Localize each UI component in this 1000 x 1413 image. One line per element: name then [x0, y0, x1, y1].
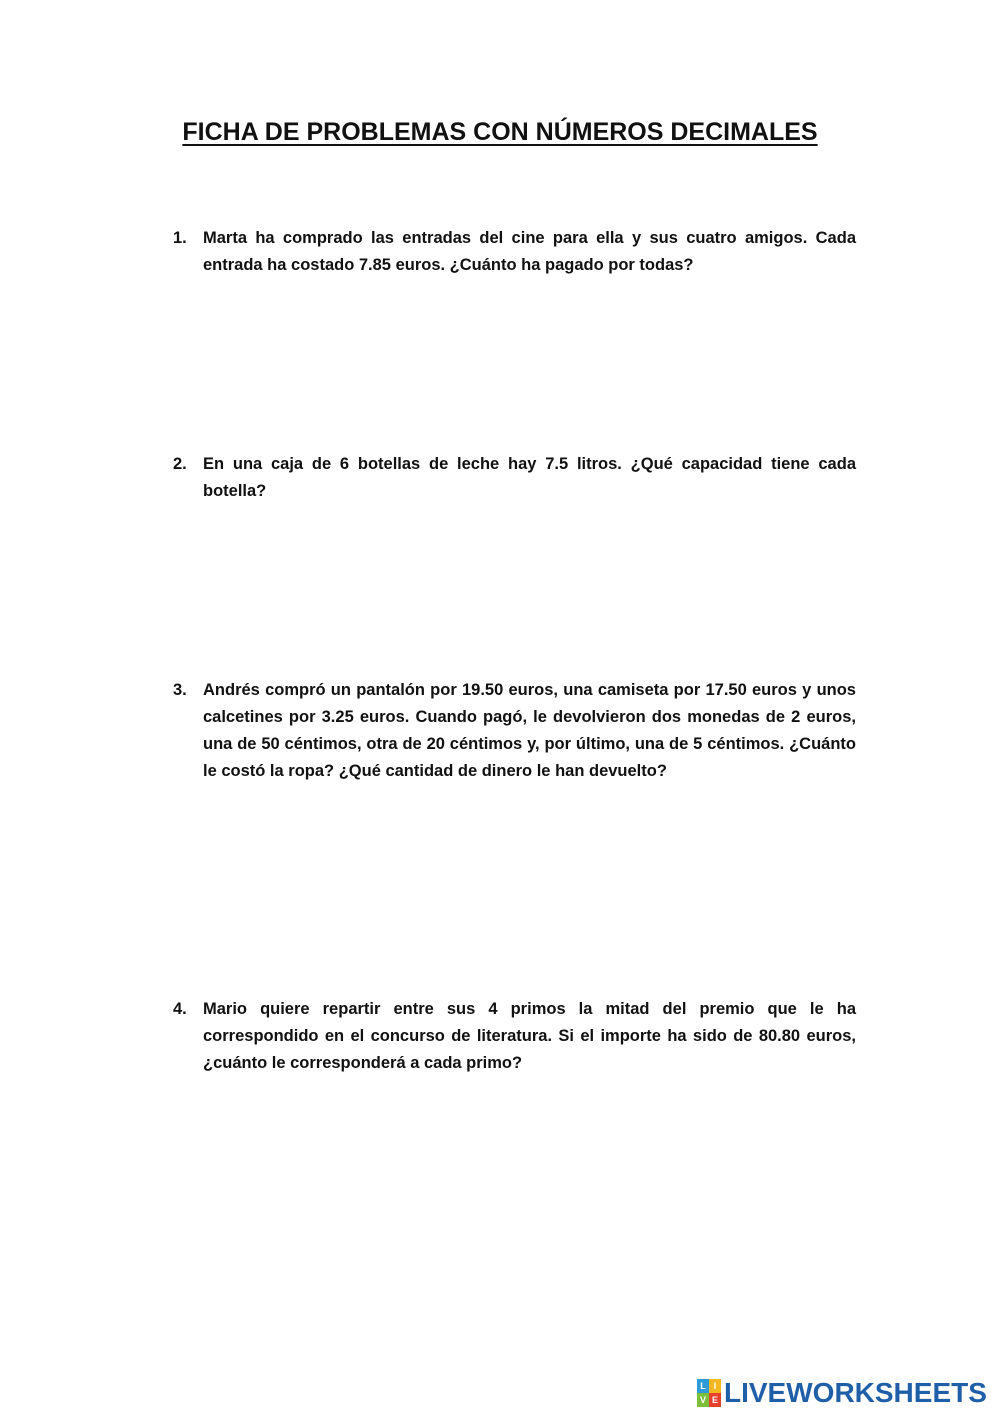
page-title: FICHA DE PROBLEMAS CON NÚMEROS DECIMALES	[182, 118, 818, 146]
problem-text: Andrés compró un pantalón por 19.50 euros, una camiseta por 17.50 euros y unos calcetines por 3.25 euros. Cuando pagó, le devolvieron dos monedas de 2 euros, una de 50 céntimos, otra de 20 céntimos y, por último, una de 5 céntimos. ¿Cuánto le costó la ropa? ¿Qué cantidad de dinero le han devuelto?	[203, 681, 856, 780]
logo-mark-letter: V	[697, 1393, 709, 1407]
problem-text: En una caja de 6 botellas de leche hay 7.5 litros. ¿Qué capacidad tiene cada botella?	[203, 455, 856, 500]
logo-mark-letter: I	[709, 1379, 721, 1393]
problem-number: 4.	[173, 1000, 187, 1018]
problem-1	[173, 225, 856, 279]
problem-4	[173, 996, 856, 1077]
problem-2	[173, 451, 856, 505]
problem-text: Marta ha comprado las entradas del cine para ella y sus cuatro amigos. Cada entrada ha costado 7.85 euros. ¿Cuánto ha pagado por todas?	[203, 229, 856, 274]
problem-3	[173, 677, 856, 785]
logo-mark-icon	[697, 1379, 721, 1407]
liveworksheets-logo[interactable]	[697, 1377, 987, 1409]
problem-text: Mario quiere repartir entre sus 4 primos la mitad del premio que le ha correspondido en el concurso de literatura. Si el importe ha sido de 80.80 euros, ¿cuánto le corresponderá a cada primo?	[203, 1000, 856, 1072]
problem-number: 3.	[173, 681, 187, 699]
logo-mark-letter: E	[709, 1393, 721, 1407]
problem-number: 1.	[173, 229, 187, 247]
logo-mark-letter: L	[697, 1379, 709, 1393]
problem-number: 2.	[173, 455, 187, 473]
logo-text: LIVEWORKSHEETS	[724, 1377, 987, 1408]
